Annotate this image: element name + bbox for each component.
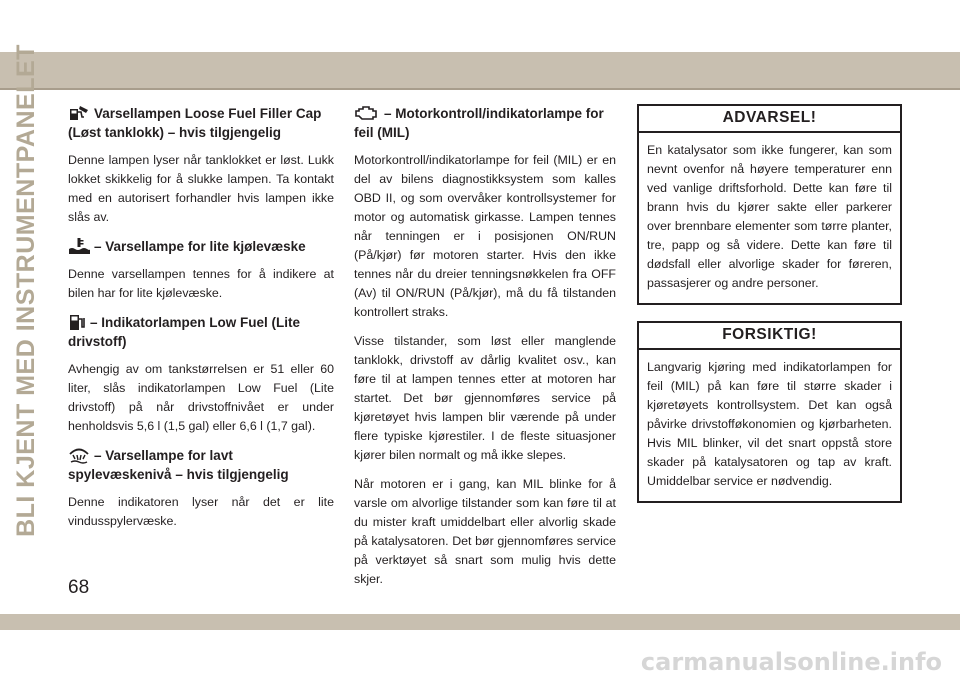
coolant-title: – Varsellampe for lite kjølevæske [94, 239, 306, 254]
mil-paragraph-2: Visse tilstander, som løst eller manglende tanklokk, drivstoff av dårlig kvalitet osv., kan føre til at lampen tennes etter at motoren har startet. Det bør gjennomføres service på kjøretøyet hvis lampen blir værende på under flere typiske kjørestiler. I de fleste situasjoner kjører bilen normalt og må ikke slepes. [354, 334, 616, 462]
section-side-title [8, 43, 44, 537]
column-middle [354, 104, 616, 599]
washer-body: Denne indikatoren lyser når det er lite vindusspylervæske. [68, 495, 334, 528]
caution-heading: FORSIKTIG! [639, 323, 900, 350]
side-title-text: BLI KJENT MED INSTRUMENTPANELET [11, 43, 40, 537]
header-rule [0, 88, 960, 90]
mil-paragraph-3: Når motoren er i gang, kan MIL blinke for å varsle om alvorlige tilstander som kan føre til at du mister kraft umiddelbart eller alvorlig skade på katalysatoren. Det bør gjennomføres service på verktøyet så snart som mulig hvis dette skjer. [354, 477, 616, 586]
watermark: carmanualsonline.info [640, 648, 942, 676]
heading-mil [354, 104, 616, 142]
coolant-body: Denne varsellampen tennes for å indikere at bilen har for lite kjølevæske. [68, 267, 334, 300]
heading-low-fuel [68, 313, 334, 351]
warning-heading: ADVARSEL! [639, 106, 900, 133]
mil-title: – Motorkontroll/indikatorlampe for feil (MIL) [354, 106, 604, 140]
heading-coolant [68, 237, 334, 256]
column-left [68, 104, 334, 541]
low-fuel-body: Avhengig av om tankstørrelsen er 51 eller 60 liter, slås indikatorlampen Low Fuel (Lite drivstoff) på når drivstoffnivået er under henholdsvis 5,6 l (1,5 gal) eller 6,6 l (1,7 gal). [68, 362, 334, 433]
low-fuel-title: – Indikatorlampen Low Fuel (Lite drivstoff) [68, 315, 301, 349]
heading-loose-fuel-cap [68, 104, 334, 142]
warning-box [637, 104, 902, 305]
top-margin [0, 0, 960, 52]
header-band [0, 52, 960, 88]
washer-title: – Varsellampe for lavt spylevæskenivå – hvis tilgjengelig [68, 448, 289, 482]
page-number: 68 [68, 577, 90, 598]
loose-cap-body: Denne lampen lyser når tanklokket er løst. Lukk lokket skikkelig for å slukke lampen. Ta kontakt med en autorisert forhandler hvis lampen ikke slås av. [68, 153, 334, 224]
footer-band [0, 614, 960, 630]
caution-box [637, 321, 902, 503]
caution-body: Langvarig kjøring med indikatorlampen for feil (MIL) på kan føre til større skader i kjøretøyets kontrollsystem. Det kan også påvirke drivstofføkonomien og kjørbarheten. Hvis MIL blinker, vil det snart oppstå store skader på katalysatoren og tap av kraft. Umiddelbar service er nødvendig. [647, 360, 892, 488]
mil-paragraph-1: Motorkontroll/indikatorlampe for feil (MIL) er en del av bilens diagnostikksystem som kalles OBD II, og som overvåker kontrollsystemer for motor og automatisk girkasse. Lampen tennes når tenningen er i posisjonen ON/RUN (På/kjør) før motoren starter. Hvis den ikke tennes når du dreier tenningsnøkkelen fra OFF (Av) til ON/RUN (På/kjør), må du få tilstanden kontrollert straks. [354, 153, 616, 319]
engine-check-icon [354, 104, 380, 122]
washer-fluid-icon [68, 446, 90, 464]
coolant-level-icon [68, 237, 90, 255]
warning-body: En katalysator som ikke fungerer, kan som nevnt ovenfor nå høyere temperaturer enn ved vanlige driftsforhold. Dette kan føre til brann hvis du kjører sakte eller parkerer over brennbare elementer som tørre planter, tre, papp og så videre. Dette kan føre til dødsfall eller alvorlige skader for føreren, passasjerer og andre personer. [647, 143, 892, 290]
fuel-pump-icon [68, 313, 86, 331]
heading-washer-fluid [68, 446, 334, 484]
column-right [637, 104, 902, 519]
loose-cap-title: Varsellampen Loose Fuel Filler Cap (Løst tanklokk) – hvis tilgjengelig [68, 106, 322, 140]
fuel-cap-icon [68, 104, 90, 122]
